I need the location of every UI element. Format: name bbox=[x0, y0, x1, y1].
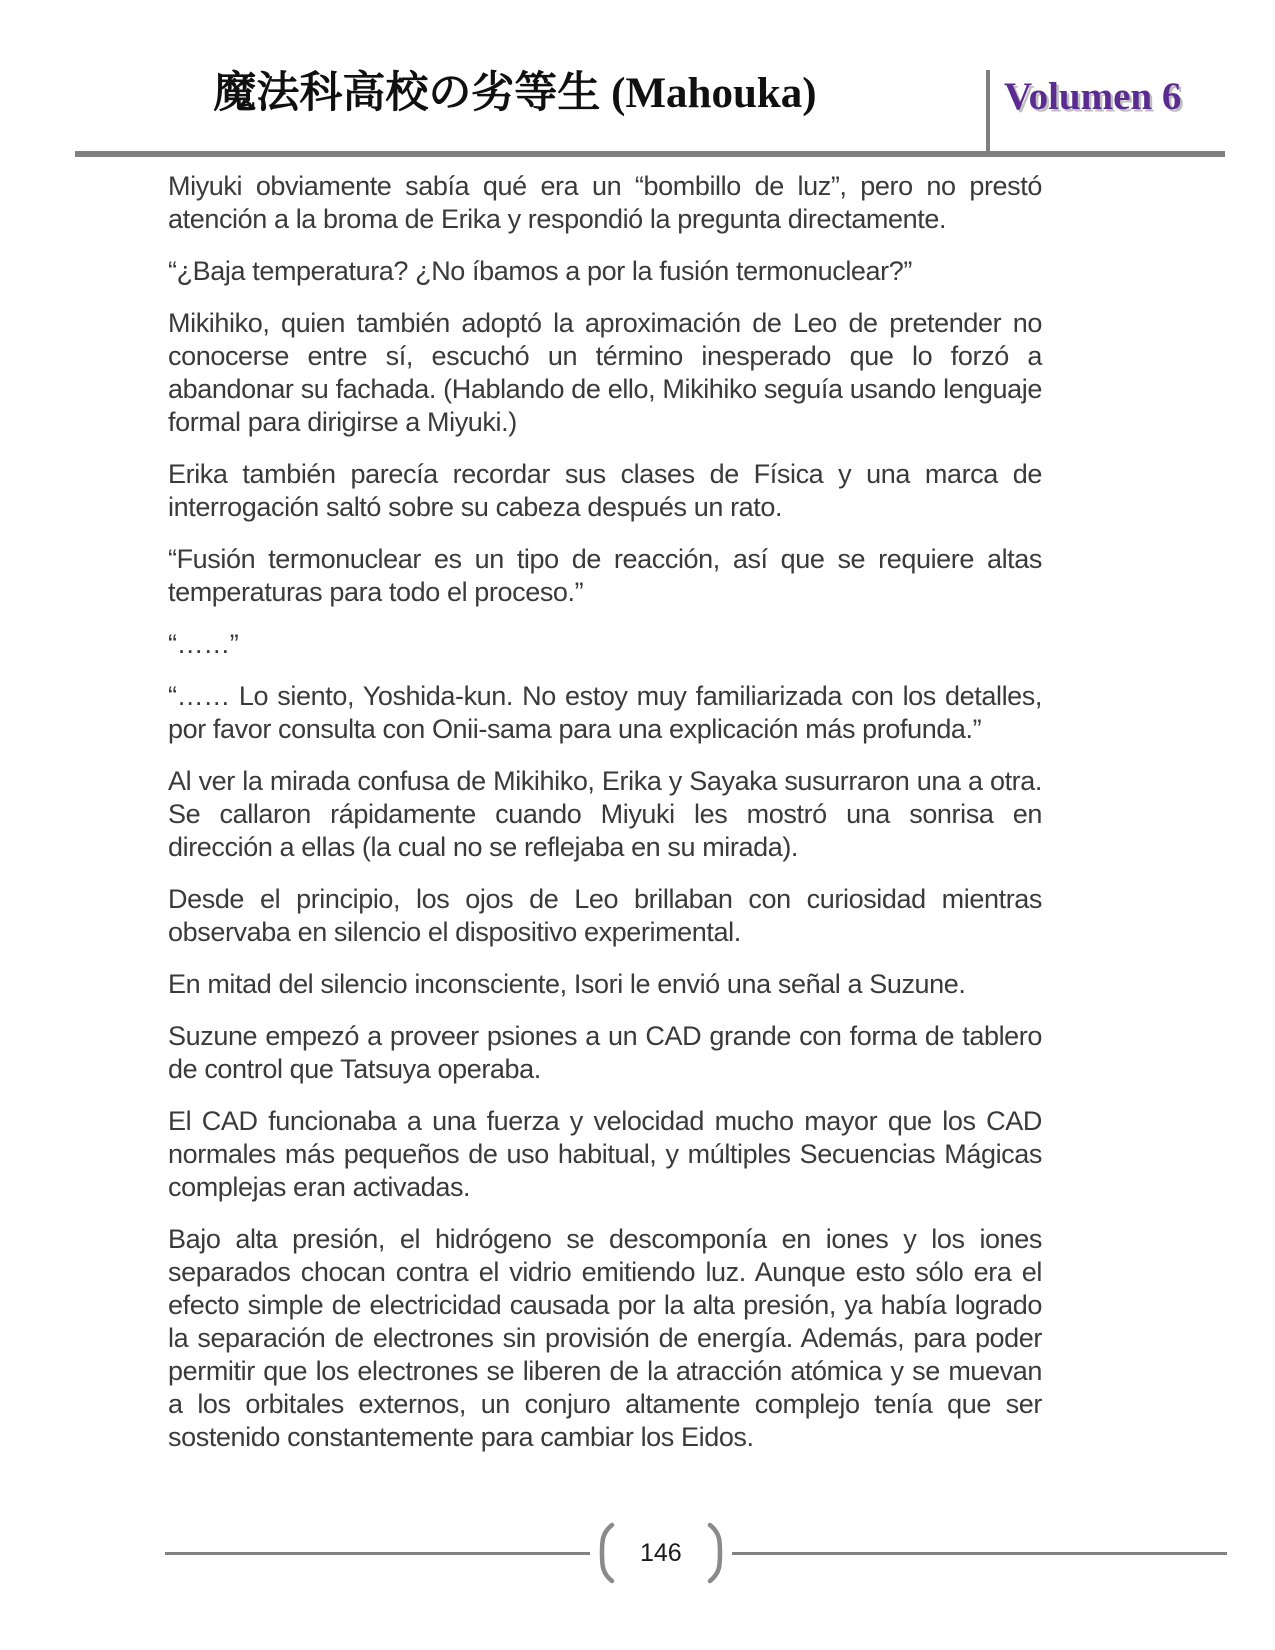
header-vertical-divider bbox=[986, 70, 990, 156]
paragraph: En mitad del silencio inconsciente, Isori le envió una señal a Suzune. bbox=[168, 969, 966, 999]
paragraph: “…… Lo siento, Yoshida-kun. No estoy muy familiarizada con los detalles, por favor consulta con Onii-sama para una explicación más profunda.” bbox=[168, 681, 1042, 744]
paragraph: Al ver la mirada confusa de Mikihiko, Erika y Sayaka susurraron una a otra. Se callaron rápidamente cuando Miyuki les mostró una sonrisa en dirección a ellas (la cual no se reflejaba en su mirada). bbox=[168, 766, 1042, 862]
right-bracket-icon bbox=[706, 1522, 728, 1584]
footer-rule-right bbox=[732, 1552, 1227, 1555]
paragraph: “……” bbox=[168, 629, 239, 659]
left-bracket-icon bbox=[594, 1522, 616, 1584]
footer-rule-left bbox=[165, 1552, 590, 1555]
header-horizontal-rule bbox=[75, 151, 1225, 157]
paragraph: El CAD funcionaba a una fuerza y velocidad mucho mayor que los CAD normales más pequeños de uso habitual, y múltiples Secuencias Mágicas complejas eran activadas. bbox=[168, 1106, 1042, 1202]
page-title: 魔法科高校の劣等生 (Mahouka) bbox=[213, 70, 817, 117]
page-footer bbox=[165, 1522, 1227, 1584]
paragraph: Erika también parecía recordar sus clases de Física y una marca de interrogación saltó sobre su cabeza después un rato. bbox=[168, 459, 1042, 522]
paragraph: Miyuki obviamente sabía qué era un “bombillo de luz”, pero no prestó atención a la broma de Erika y respondió la pregunta directamente. bbox=[168, 171, 1042, 234]
body-text bbox=[168, 170, 1042, 1473]
page-number: 146 bbox=[640, 1538, 682, 1567]
paragraph: Suzune empezó a proveer psiones a un CAD grande con forma de tablero de control que Tatsuya operaba. bbox=[168, 1021, 1042, 1084]
paragraph: “Fusión termonuclear es un tipo de reacción, así que se requiere altas temperaturas para todo el proceso.” bbox=[168, 544, 1042, 607]
paragraph: Desde el principio, los ojos de Leo brillaban con curiosidad mientras observaba en silencio el dispositivo experimental. bbox=[168, 884, 1042, 947]
paragraph: Mikihiko, quien también adoptó la aproximación de Leo de pretender no conocerse entre sí, escuchó un término inesperado que lo forzó a abandonar su fachada. (Hablando de ello, Mikihiko seguía usando lenguaje formal para dirigirse a Miyuki.) bbox=[168, 308, 1042, 437]
paragraph: Bajo alta presión, el hidrógeno se descomponía en iones y los iones separados chocan contra el vidrio emitiendo luz. Aunque esto sólo era el efecto simple de electricidad causada por la alta presión, ya había logrado la separación de electrones sin provisión de energía. Además, para poder permitir que los electrones se liberen de la atracción atómica y se muevan a los orbitales externos, un conjuro altamente complejo tenía que ser sostenido constantemente para cambiar los Eidos. bbox=[168, 1224, 1042, 1452]
volume-label: Volumen 6 bbox=[1004, 75, 1182, 118]
paragraph: “¿Baja temperatura? ¿No íbamos a por la fusión termonuclear?” bbox=[168, 256, 912, 286]
